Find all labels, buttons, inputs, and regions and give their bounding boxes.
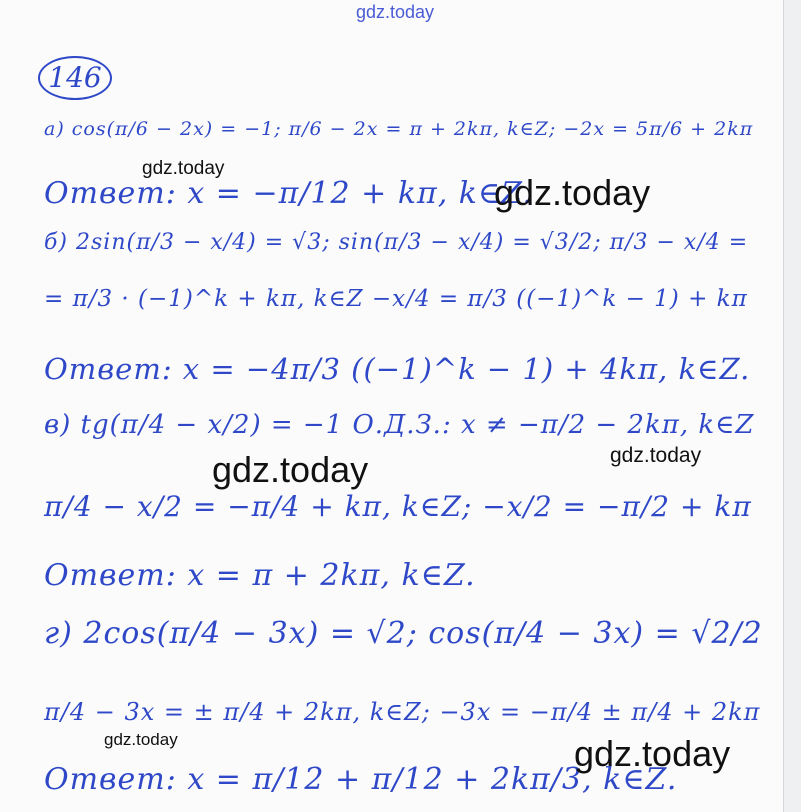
answer-line-c: Ответ: x = π + 2kπ, k∈Z. bbox=[44, 558, 476, 593]
answer-line-a: Ответ: x = −π/12 + kπ, k∈Z. bbox=[44, 176, 534, 211]
watermark-b: gdz.today bbox=[494, 172, 651, 213]
page-edge bbox=[783, 0, 801, 812]
solution-line-a: а) cos(π/6 − 2x) = −1; π/6 − 2x = π + 2kπ, k∈Z; −2x = 5π/6 + 2kπ bbox=[44, 118, 754, 140]
solution-line-d1: г) 2cos(π/4 − 3x) = √2; cos(π/4 − 3x) = √2/2 bbox=[44, 616, 763, 651]
watermark-top: gdz.today bbox=[356, 2, 435, 22]
solution-line-d2: π/4 − 3x = ± π/4 + 2kπ, k∈Z; −3x = −π/4 ± π/4 + 2kπ bbox=[44, 698, 761, 726]
solution-line-c1: в) tg(π/4 − x/2) = −1 О.Д.З.: x ≠ −π/2 − 2kπ, k∈Z bbox=[44, 410, 755, 440]
problem-number: 146 bbox=[38, 56, 112, 100]
answer-line-d: Ответ: x = π/12 + π/12 + 2kπ/3, k∈Z. bbox=[44, 762, 678, 797]
solution-line-b1: б) 2sin(π/3 − x/4) = √3; sin(π/3 − x/4) = √3/2; π/3 − x/4 = bbox=[44, 230, 749, 255]
watermark-f: gdz.today bbox=[574, 733, 731, 774]
watermark-e: gdz.today bbox=[104, 730, 178, 749]
watermark-a: gdz.today bbox=[142, 158, 225, 179]
solution-line-b2: = π/3 · (−1)^k + kπ, k∈Z −x/4 = π/3 ((−1)^k − 1) + kπ bbox=[44, 286, 748, 312]
solution-line-c2: π/4 − x/2 = −π/4 + kπ, k∈Z; −x/2 = −π/2 + kπ bbox=[44, 490, 752, 523]
answer-line-b: Ответ: x = −4π/3 ((−1)^k − 1) + 4kπ, k∈Z. bbox=[44, 352, 751, 386]
watermark-d: gdz.today bbox=[610, 444, 702, 467]
watermark-c: gdz.today bbox=[212, 449, 369, 490]
